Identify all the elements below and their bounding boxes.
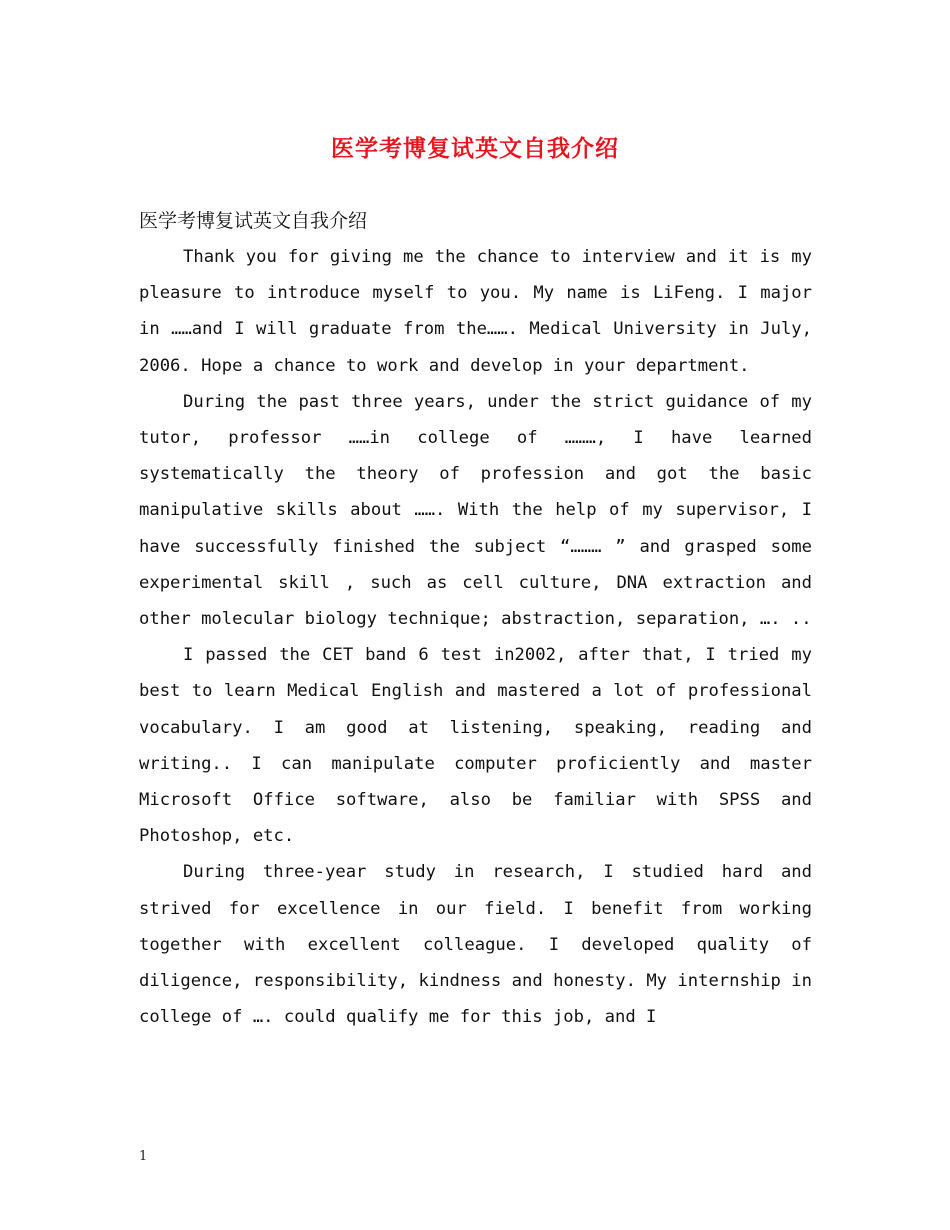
paragraph-introduction: Thank you for giving me the chance to interview and it is my pleasure to introduce myself to you. My name is LiFeng. I major in ……and I will graduate from the……. Medical University in July, 2006. Hope a chance to work and develop in your department. xyxy=(139,247,812,376)
paragraph-research-experience: During the past three years, under the strict guidance of my tutor, professor ……in college of ………, I have learned systematically the theory of profession and got the basic manipulative skills about ……. With the help of my supervisor, I have successfully finished the subject “……… ” and grasped some experimental skill , such as cell culture, DNA extraction and other molecular biology technique; abstraction, separation, …. .. xyxy=(139,391,812,630)
document-subtitle: 医学考博复试英文自我介绍 xyxy=(139,210,368,232)
paragraph-skills: I passed the CET band 6 test in2002, after that, I tried my best to learn Medical English and mastered a lot of professional vocabulary. I am good at listening, speaking, reading and writing.. I can manipulate computer proficiently and master Microsoft Office software, also be familiar with SPSS and Photoshop, etc. xyxy=(139,645,812,847)
document-body xyxy=(139,203,812,1035)
paragraph-qualities: During three-year study in research, I studied hard and strived for excellence in our field. I benefit from working together with excellent colleague. I developed quality of diligence, responsibility, kindness and honesty. My internship in college of …. could qualify me for this job, and I xyxy=(139,862,812,1028)
document-title: 医学考博复试英文自我介绍 xyxy=(331,135,619,162)
page-number: 1 xyxy=(139,1149,148,1164)
